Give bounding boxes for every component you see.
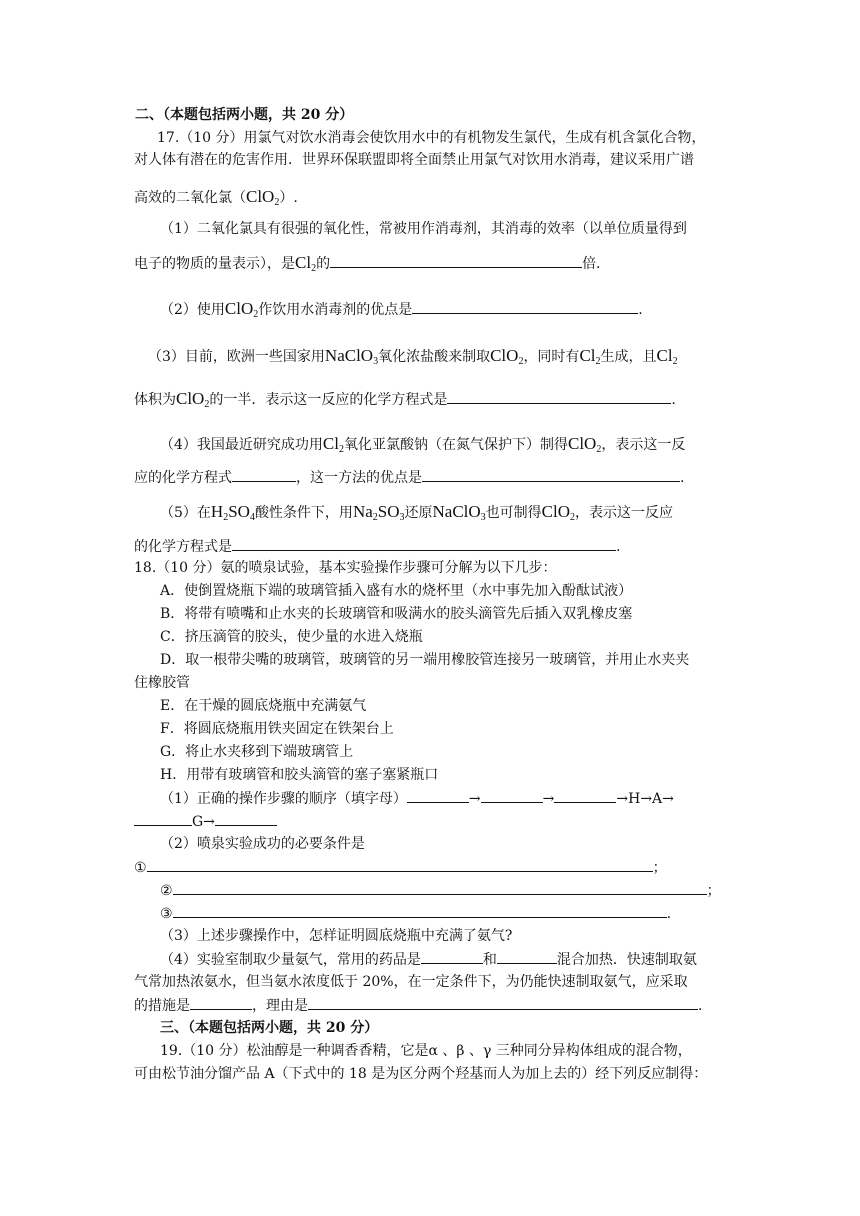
answer-blank[interactable]: [147, 857, 653, 872]
formula-clo2: ClO$_2$: [490, 346, 524, 367]
answer-blank[interactable]: [447, 389, 671, 404]
q18-condition-2: ② ；: [160, 880, 721, 901]
formula-clo2: ClO$_2$: [176, 389, 210, 410]
q18-step-g: G．将止水夹移到下端玻璃管上: [160, 744, 354, 760]
q18-step-f: F．将圆底烧瓶用铁夹固定在铁架台上: [160, 721, 394, 737]
q18-part4-line-1: （4）实验室制取少量氨气，常用的药品是 和 混合加热．快速制取氨: [160, 949, 697, 970]
answer-blank[interactable]: [497, 949, 557, 964]
q18-part2: （2）喷泉实验成功的必要条件是: [160, 836, 365, 852]
q17-part3-line-1: （3）目前，欧洲一些国家用NaClO$_3$氧化浓盐酸来制取ClO$_2$，同时有$Cl_2$生成，且$Cl_2$: [148, 346, 678, 367]
answer-blank[interactable]: [215, 811, 277, 826]
answer-blank[interactable]: [308, 995, 698, 1010]
answer-blank[interactable]: [134, 811, 192, 826]
q17-part2: （2）使用ClO$_2$作饮用水消毒剂的优点是 .: [160, 299, 643, 320]
q18-step-a: A．使倒置烧瓶下端的玻璃管插入盛有水的烧杯里（水中事先加入酚酞试液）: [160, 583, 633, 599]
q18-step-h: H．用带有玻璃管和胶头滴管的塞子塞紧瓶口: [160, 767, 439, 783]
answer-blank[interactable]: [481, 788, 543, 803]
q17-part5-line-1: （5）在$H_2SO_4$酸性条件下，用$Na_2SO_3$还原NaClO$_3$也可制得ClO$_2$，表示这一反应: [160, 502, 674, 523]
q18-part4-line-2: 气常加热浓氨水，但当氨水浓度低于 20%，在一定条件下，为仍能快速制取氨气，应采取: [134, 974, 688, 990]
answer-blank[interactable]: [232, 467, 296, 482]
q18-stem: 18.（10 分）氨的喷泉试验，基本实验操作步骤可分解为以下几步：: [134, 560, 557, 576]
formula-clo2: ClO$_2$: [224, 299, 259, 320]
q18-step-d: D．取一根带尖嘴的玻璃管，玻璃管的另一端用橡胶管连接另一玻璃管，并用止水夹夹: [160, 652, 690, 668]
answer-blank[interactable]: [173, 903, 667, 918]
q17-part1-line-1: （1）二氧化氯具有很强的氧化性，常被用作消毒剂，其消毒的效率（以单位质量得到: [160, 221, 687, 237]
formula-na2so3: $Na_2SO_3$: [352, 502, 405, 523]
formula-h2so4: $H_2SO_4$: [210, 502, 255, 523]
q17-stem-line-1: 17.（10 分）用氯气对饮水消毒会使饮用水中的有机物发生氯代，生成有机含氯化合物，: [157, 130, 706, 146]
answer-blank[interactable]: [173, 880, 707, 895]
answer-blank[interactable]: [232, 536, 616, 551]
section-heading: 二、（本题包括两小题，共 20 分）: [135, 107, 354, 123]
q18-part4-line-3: 的措施是 ，理由是 .: [134, 995, 702, 1016]
q18-part1-line-2: G→: [134, 811, 277, 832]
answer-blank[interactable]: [190, 995, 252, 1010]
formula-cl2: $Cl_2$: [656, 346, 678, 367]
q18-step-e: E．在干燥的圆底烧瓶中充满氨气: [160, 698, 367, 714]
q18-condition-1: ① ；: [134, 857, 667, 878]
q18-step-b: B．将带有喷嘴和止水夹的长玻璃管和吸满水的胶头滴管先后插入双乳橡皮塞: [160, 606, 633, 622]
q17-part1-line-2: 电子的物质的量表示），是$Cl_2$的 倍.: [134, 253, 601, 274]
q17-stem-line-2: 对人体有潜在的危害作用．世界环保联盟即将全面禁止用氯气对饮用水消毒，建议采用广谱: [134, 152, 694, 168]
q18-condition-3: ③ .: [160, 903, 671, 924]
answer-blank[interactable]: [554, 788, 616, 803]
formula-naclo3: NaClO$_3$: [324, 346, 379, 367]
q18-part3: （3）上述步骤操作中，怎样证明圆底烧瓶中充满了氨气?: [160, 928, 513, 944]
q19-line-1: 19.（10 分）松油醇是一种调香香精，它是α 、β 、γ 三种同分异构体组成的混合物，: [160, 1043, 692, 1059]
q17-stem-line-3: 高效的二氧化氯（ClO$_2$）.: [134, 187, 298, 208]
q17-part4-line-1: （4）我国最近研究成功用$Cl_2$氧化亚氯酸钠（在氮气保护下）制得ClO$_2$，表示这一反: [160, 434, 686, 455]
q17-part4-line-2: 应的化学方程式 ，这一方法的优点是 .: [134, 467, 684, 488]
q17-part5-line-2: 的化学方程式是 .: [134, 536, 620, 557]
q19-line-2: 可由松节油分馏产品 A（下式中的 18 是为区分两个羟基而人为加上去的）经下列反应制得：: [134, 1066, 708, 1082]
formula-clo2: ClO$_2$: [567, 434, 602, 455]
q18-part1-line-1: （1）正确的操作步骤的顺序（填字母） → → →H→A→: [160, 788, 674, 809]
formula-clo2: ClO$_2$: [541, 502, 576, 523]
answer-blank[interactable]: [407, 788, 469, 803]
q18-step-c: C．挤压滴管的胶头，使少量的水进入烧瓶: [160, 629, 423, 645]
answer-blank[interactable]: [330, 253, 582, 268]
formula-clo2: ClO$_2$: [246, 187, 280, 208]
q18-step-d-cont: 住橡胶管: [134, 675, 190, 691]
formula-naclo3: NaClO$_3$: [432, 502, 486, 523]
formula-cl2: $Cl_2$: [579, 346, 601, 367]
answer-blank[interactable]: [422, 467, 680, 482]
q17-part3-line-2: 体积为ClO$_2$的一半．表示这一反应的化学方程式是 .: [134, 389, 676, 410]
section-heading: 三、（本题包括两小题，共 20 分）: [160, 1020, 379, 1036]
answer-blank[interactable]: [421, 949, 483, 964]
answer-blank[interactable]: [412, 299, 638, 314]
formula-cl2: $Cl_2$: [295, 253, 317, 274]
formula-cl2: $Cl_2$: [322, 434, 344, 455]
